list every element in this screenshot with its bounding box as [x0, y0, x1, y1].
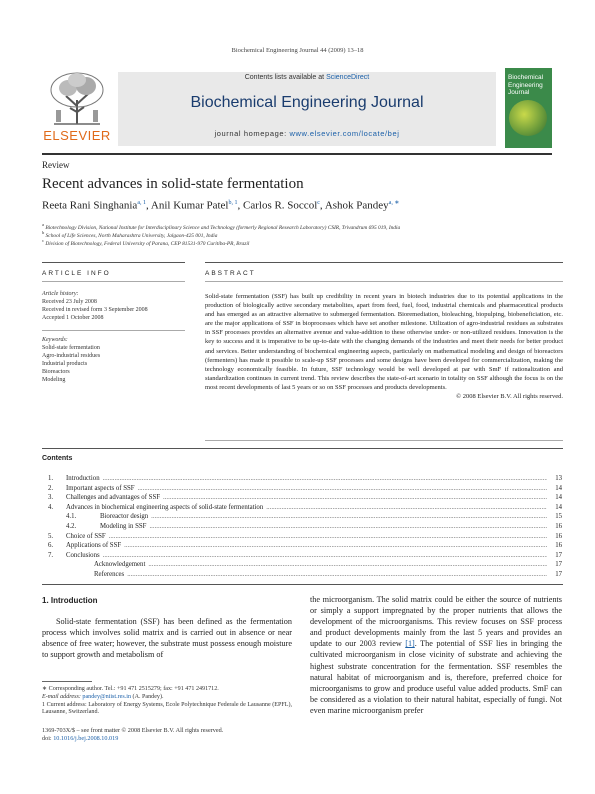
- journal-title: Biochemical Engineering Journal: [190, 94, 424, 111]
- author-sup[interactable]: c: [317, 200, 320, 206]
- toc-page-number: 13: [555, 475, 562, 482]
- intro-col2-text-cont: . The potential of SSF lies in bringing the cultivated microorganism in close vicinity of substrate and achieving the highest substrate concentration for the fermentation. SSF resembles the natural habitat of microorganism and is, therefore, preferred choice for microorganisms to grow and produce useful value added products. SmF can be considered as a violation to their natural habitat, especially of fungi. Not even marine microorganism prefer: [310, 639, 562, 715]
- abstract-subrule: [205, 281, 563, 282]
- elsevier-tree-icon: [46, 70, 108, 126]
- author-name: Anil Kumar Patel: [150, 199, 229, 212]
- toc-number: 4.1.: [66, 513, 77, 521]
- footnote-rule: [42, 681, 92, 682]
- front-matter-info: [42, 727, 223, 744]
- doi-label: doi:: [42, 735, 52, 743]
- info-subrule: [42, 281, 185, 282]
- toc-label: Acknowledgement: [94, 561, 146, 569]
- toc-page-number: 14: [555, 503, 562, 511]
- toc-label: Choice of SSF: [66, 532, 106, 540]
- email-suffix: (A. Pandey).: [131, 693, 164, 700]
- author-separator: ,: [319, 199, 325, 212]
- toc-label: Conclusions: [66, 551, 100, 559]
- contents-end-rule: [42, 584, 563, 585]
- keyword: Modeling: [42, 377, 66, 383]
- toc-number: 7.: [48, 551, 54, 559]
- toc-entry[interactable]: [48, 493, 562, 503]
- toc-leader-dots: [148, 560, 547, 570]
- article-title: Recent advances in solid-state fermentation: [42, 176, 304, 192]
- toc-label: References: [94, 570, 125, 578]
- cover-title: Biochemical Engineering Journal: [508, 74, 544, 96]
- table-of-contents: [48, 474, 562, 580]
- author-name: Reeta Rani Singhania: [42, 199, 138, 212]
- author-sup[interactable]: b, 1: [228, 200, 238, 206]
- author-separator: ,: [237, 199, 243, 212]
- toc-number: 2.: [48, 484, 54, 492]
- intro-col2-text: the microorganism. The solid matrix could be either the source of nutrients or simply a support impregnated by the proper nutrients that allows the development of the microorganisms. This review focuses on SSF process and product developments mainly from the last 5 years and provides an update to our 2003 review: [310, 595, 562, 649]
- toc-label: Advances in biochemical engineering aspects of solid-state fermentation: [66, 503, 264, 511]
- toc-page-number: 16: [555, 542, 562, 550]
- history-label: Article history:: [42, 291, 79, 297]
- toc-entry[interactable]: [48, 551, 562, 561]
- intro-column-1: Solid-state fermentation (SSF) has been defined as the fermentation process which involves solid matrix and is carried out in absence or near absence of free water; however, the substrate must possess enough moisture to support growth and metabolism of: [42, 617, 292, 660]
- affiliation-sup: b: [42, 230, 45, 235]
- publisher-logo-text: ELSEVIER: [43, 128, 111, 143]
- toc-number: 4.: [48, 503, 54, 511]
- keywords-block: [42, 336, 182, 384]
- toc-entry[interactable]: [48, 560, 562, 570]
- contents-prefix: Contents lists available at: [244, 74, 327, 81]
- history-accepted: Accepted 1 October 2008: [42, 315, 104, 321]
- toc-leader-dots: [103, 474, 547, 484]
- toc-leader-dots: [163, 493, 547, 503]
- footnotes: [42, 686, 294, 717]
- toc-page-number: 17: [555, 570, 562, 578]
- author-list: [42, 199, 399, 212]
- affiliation-text: Division of Biotechnology, Federal University of Parana, CEP 81531-970 Curitiba-PR, Brazil: [45, 240, 250, 247]
- abstract-text: Solid-state fermentation (SSF) has built up credibility in recent years in biotech industries due to its potential applications in the production of biologically active secondary metabolites, apart from feed, fuel, food, industrial chemicals and pharmaceutical products and has emerged as an attractive alternative to submerged fermentation. Bioremediation, bioleaching, biopulping, biobeneficiation, etc. are the major applications of SSF in bioprocesses which have set another milestone. Utilization of agro-industrial residues as substrates in SSF processes provides an alternative avenue and value-addition to these otherwise under- or non-utilized residues. Innovation is the key to success and it is imperative to be up-to-date with the changing demands of the industries and meet their needs for better product and services. Better understanding of biochemical engineering aspects, particularly on mathematical modeling and design of bioreactors (fermenters) has made it possible to scale-up SSF processes and some designs have been developed for commercialization, making the technology economically feasible. In future, SSF technology would be well developed at par with SmF if rationalization and standardization continues in current trend. This review describes the state-of-art scenario in totality on SSF although the focus is on the most recent developments of last 5 years or so on SSF processes and products developments.: [205, 293, 563, 391]
- article-info-heading: ARTICLE INFO: [42, 270, 111, 277]
- introduction-heading: 1. Introduction: [42, 596, 98, 605]
- toc-leader-dots: [149, 522, 547, 532]
- toc-label: Bioreactor design: [100, 513, 149, 521]
- toc-number: [48, 560, 66, 570]
- toc-page-number: 14: [555, 494, 562, 502]
- info-rule: [42, 262, 185, 263]
- toc-page-number: 17: [555, 551, 562, 559]
- keywords-label: Keywords:: [42, 337, 68, 343]
- contents-heading: Contents: [42, 455, 73, 462]
- toc-entry[interactable]: [48, 541, 562, 551]
- abstract-body: [205, 292, 563, 401]
- affiliation-text: Biotechnology Division, National Institute for Interdisciplinary Science and Technology (formerly Regional Research Laboratory) CSIR, Trivandrum 695 019, India: [45, 224, 401, 231]
- toc-leader-dots: [151, 512, 547, 522]
- toc-number: 5.: [48, 532, 54, 540]
- toc-entry[interactable]: [48, 512, 562, 522]
- citation-link[interactable]: [1]: [405, 639, 415, 649]
- journal-citation: Biochemical Engineering Journal 44 (2009) 13–18: [231, 47, 364, 54]
- author-name: Ashok Pandey: [324, 199, 389, 212]
- cover-graphic: [509, 100, 547, 136]
- toc-label: Important aspects of SSF: [66, 484, 135, 492]
- contents-available-line: [118, 74, 496, 81]
- contents-rule: [42, 448, 563, 449]
- toc-entry[interactable]: [48, 522, 562, 532]
- affiliation-sup: c: [42, 238, 44, 243]
- current-address: 1 Current address: Laboratory of Energy Systems, Ecole Polytechnique Federale de Lausanne (EPFL), Lausanne, Switzerland.: [42, 701, 293, 716]
- header-rule: [42, 153, 552, 155]
- keywords-rule: [42, 330, 185, 331]
- journal-cover-image: [505, 68, 552, 148]
- doi-link[interactable]: 10.1016/j.bej.2008.10.019: [53, 735, 119, 743]
- toc-number: 1.: [48, 475, 54, 482]
- email-line: [42, 694, 294, 702]
- history-received: Received 23 July 2008: [42, 299, 97, 305]
- email-label: E-mail address:: [42, 693, 83, 700]
- toc-number: 3.: [48, 494, 54, 502]
- elsevier-logo: [42, 68, 112, 150]
- toc-label: Introduction: [66, 475, 100, 482]
- email-link[interactable]: pandey@niist.res.in: [82, 693, 132, 700]
- toc-entry[interactable]: [48, 474, 562, 484]
- homepage-link[interactable]: www.elsevier.com/locate/bej: [289, 129, 400, 138]
- sciencedirect-link[interactable]: ScienceDirect: [326, 74, 370, 81]
- toc-leader-dots: [138, 484, 547, 494]
- intro-column-2: [310, 594, 562, 716]
- author-sup[interactable]: a, ∗: [388, 200, 400, 206]
- keyword: Industrial products: [42, 361, 88, 367]
- toc-leader-dots: [109, 532, 547, 542]
- author-name: Carlos R. Soccol: [243, 199, 318, 212]
- affiliation-sup: a: [42, 222, 44, 227]
- affiliation: [42, 238, 249, 247]
- author-separator: ,: [145, 199, 151, 212]
- article-type: Review: [42, 160, 70, 170]
- issn-line: 1369-703X/$ – see front matter © 2008 Elsevier B.V. All rights reserved.: [42, 727, 224, 734]
- abstract-heading: ABSTRACT: [205, 270, 256, 277]
- toc-page-number: 17: [555, 561, 562, 569]
- abstract-end-rule: [205, 440, 563, 441]
- toc-page-number: 15: [555, 513, 562, 521]
- doi-line: [42, 735, 223, 743]
- corresponding-author: ∗ Corresponding author. Tel.: +91 471 2515279; fax: +91 471 2491712.: [42, 686, 219, 692]
- toc-page-number: 16: [555, 522, 562, 530]
- toc-page-number: 16: [555, 532, 562, 540]
- history-revised: Received in revised form 3 September 2008: [42, 307, 148, 313]
- toc-number: 6.: [48, 542, 54, 550]
- keyword: Bioreactors: [42, 369, 70, 375]
- toc-leader-dots: [103, 551, 547, 561]
- toc-leader-dots: [124, 541, 547, 551]
- toc-label: Applications of SSF: [66, 542, 122, 550]
- toc-entry[interactable]: [48, 484, 562, 494]
- toc-number: 4.2.: [66, 522, 77, 530]
- abstract-copyright: © 2008 Elsevier B.V. All rights reserved.: [456, 393, 563, 401]
- toc-label: Challenges and advantages of SSF: [66, 494, 161, 502]
- toc-leader-dots: [266, 503, 547, 513]
- journal-homepage: [118, 129, 496, 138]
- toc-page-number: 14: [555, 484, 562, 492]
- toc-leader-dots: [127, 570, 547, 580]
- toc-entry[interactable]: [48, 503, 562, 513]
- author-sup[interactable]: a, 1: [137, 200, 146, 206]
- abstract-rule: [205, 262, 563, 263]
- toc-entry[interactable]: [48, 570, 562, 580]
- toc-number: [48, 570, 66, 580]
- homepage-prefix: journal homepage:: [214, 129, 290, 138]
- toc-label: Modeling in SSF: [100, 522, 147, 530]
- keyword: Agro-industrial residues: [42, 353, 101, 359]
- toc-entry[interactable]: [48, 532, 562, 542]
- keyword: Solid-state fermentation: [42, 345, 100, 351]
- article-history: [42, 290, 182, 322]
- affiliation-text: School of Life Sciences, North Maharashtra University, Jalgaon-425 001, India: [45, 232, 218, 239]
